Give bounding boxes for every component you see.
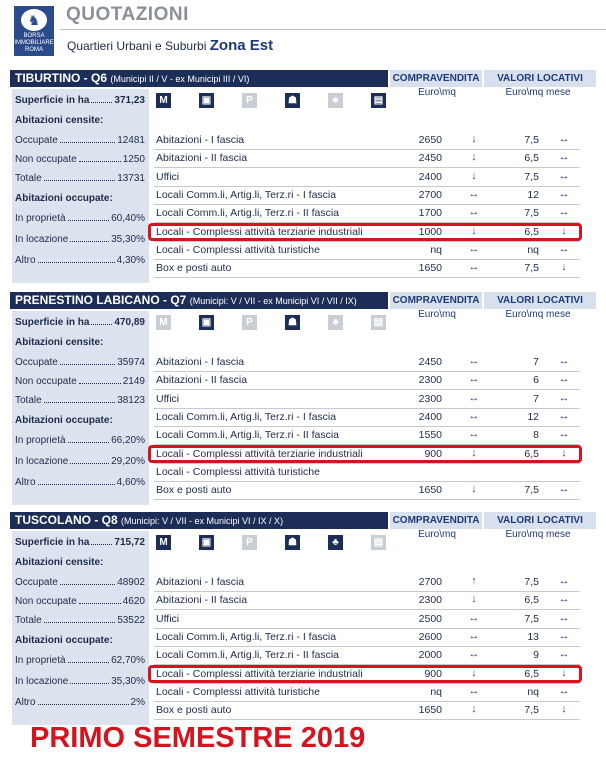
rent-column-header: VALORI LOCATIVI <box>484 512 596 529</box>
sale-trend-icon: ↑ <box>471 575 477 587</box>
sale-price: 2000 <box>418 649 442 662</box>
rent-value: 6,5 <box>524 447 539 460</box>
occupancy-stat: In proprietà 60,40% <box>15 213 145 224</box>
zone-section <box>10 70 596 285</box>
row-label: Abitazioni - I fascia <box>156 356 245 368</box>
sale-column-header: COMPRAVENDITA <box>390 292 482 309</box>
table-row <box>154 592 580 610</box>
bus-icon: ▣ <box>199 93 214 108</box>
sale-trend-icon: ↔ <box>468 206 480 219</box>
rent-value: nq <box>527 685 539 698</box>
rent-value: 7,5 <box>524 612 539 625</box>
parking-icon: P <box>242 535 257 550</box>
occupancy-heading: Abitazioni occupate: <box>15 635 113 646</box>
section-title-bar: PRENESTINO LABICANO - Q7 (Municipi: V / VII - ex Municipi VI / VII / IX) <box>10 292 388 309</box>
surface-stat: Superficie in ha 371,23 <box>15 95 145 106</box>
sale-price: 2700 <box>418 576 442 588</box>
table-row <box>154 666 580 684</box>
sale-price: 2450 <box>418 356 442 368</box>
rent-trend-icon: ↔ <box>558 391 570 404</box>
metro-icon: M <box>156 535 171 550</box>
row-label: Locali - Complessi attività turistiche <box>156 465 320 478</box>
census-stat: Occupate 35974 <box>15 357 145 368</box>
table-row <box>154 391 580 409</box>
rent-trend-icon: ↔ <box>558 206 570 219</box>
row-label: Abitazioni - II fascia <box>156 374 248 387</box>
row-label: Locali Comm.li, Artig.li, Terz.ri - II fascia <box>156 429 340 442</box>
rent-value: 7 <box>533 356 539 368</box>
page-header <box>0 0 606 66</box>
surface-stat: Superficie in ha 715,72 <box>15 537 145 548</box>
table-row <box>154 629 580 647</box>
census-stat: Non occupate 4620 <box>15 596 145 607</box>
rent-trend-icon: ↓ <box>561 261 567 274</box>
rent-value: 9 <box>533 649 539 662</box>
rent-trend-icon: ↔ <box>558 593 570 606</box>
sale-trend-icon: ↔ <box>468 373 480 386</box>
table-row <box>154 574 580 592</box>
sale-trend-icon: ↔ <box>468 409 480 422</box>
sale-price: 1650 <box>418 262 442 275</box>
census-stat: Non occupate 1250 <box>15 154 145 165</box>
sale-trend-icon: ↔ <box>468 684 480 697</box>
sale-trend-icon: ↓ <box>471 483 477 496</box>
shopping-icon: ▤ <box>371 315 386 330</box>
row-label: Locali - Complessi attività terziarie industriali <box>156 447 363 460</box>
park-icon: ♣ <box>328 93 343 108</box>
census-stat: Non occupate 2149 <box>15 376 145 387</box>
people-icon: ☗ <box>285 315 300 330</box>
row-label: Abitazioni - II fascia <box>156 594 248 607</box>
row-label: Locali Comm.li, Artig.li, Terz.ri - I fascia <box>156 630 337 643</box>
metro-icon: M <box>156 93 171 108</box>
sale-price: 1550 <box>418 429 442 442</box>
rent-trend-icon: ↔ <box>558 684 570 697</box>
rent-trend-icon: ↓ <box>561 446 567 459</box>
rent-trend-icon: ↔ <box>558 409 570 422</box>
occupancy-stat: In proprietà 62,70% <box>15 655 145 666</box>
table-row <box>154 684 580 702</box>
table-row <box>154 187 580 205</box>
sale-column-header: COMPRAVENDITA <box>390 512 482 529</box>
sale-column-header: COMPRAVENDITA <box>390 70 482 87</box>
rent-trend-icon: ↔ <box>558 648 570 661</box>
park-icon: ♣ <box>328 535 343 550</box>
rent-trend-icon: ↔ <box>558 629 570 642</box>
rent-value: 6,5 <box>524 667 539 680</box>
rent-value: 12 <box>527 188 539 201</box>
parking-icon: P <box>242 315 257 330</box>
zone-section <box>10 292 596 507</box>
row-label: Abitazioni - I fascia <box>156 576 245 588</box>
rent-value: 8 <box>533 429 539 442</box>
rent-column-header: VALORI LOCATIVI <box>484 292 596 309</box>
table-row <box>154 702 580 720</box>
sale-trend-icon: ↓ <box>471 133 477 145</box>
bus-icon: ▣ <box>199 315 214 330</box>
census-heading: Abitazioni censite: <box>15 557 104 568</box>
occupancy-stat: Altro 4,60% <box>15 477 145 488</box>
census-stat: Totale 53522 <box>15 615 145 626</box>
sale-unit: Euro\mq <box>418 529 456 540</box>
sale-unit: Euro\mq <box>418 87 456 98</box>
rent-trend-icon: ↔ <box>558 483 570 496</box>
rent-trend-icon: ↔ <box>558 611 570 624</box>
row-label: Locali - Complessi attività turistiche <box>156 243 320 256</box>
surface-stat: Superficie in ha 470,89 <box>15 317 145 328</box>
rent-unit: Euro\mq mese <box>505 529 571 540</box>
row-label: Locali - Complessi attività terziarie industriali <box>156 667 363 680</box>
row-label: Locali - Complessi attività terziarie industriali <box>156 225 363 238</box>
sale-price: 1650 <box>418 484 442 497</box>
sale-trend-icon: ↓ <box>471 593 477 606</box>
table-row <box>154 464 580 482</box>
table-row <box>154 224 580 242</box>
table-row <box>154 354 580 372</box>
table-row <box>154 647 580 665</box>
occupancy-stat: Altro 4,30% <box>15 255 145 266</box>
table-row <box>154 611 580 629</box>
sale-trend-icon: ↔ <box>468 355 480 367</box>
census-stat: Occupate 12481 <box>15 135 145 146</box>
row-label: Abitazioni - II fascia <box>156 152 248 165</box>
sale-unit: Euro\mq <box>418 309 456 320</box>
occupancy-stat: In locazione 35,30% <box>15 234 145 245</box>
sale-trend-icon: ↓ <box>471 151 477 164</box>
rent-value: 7,5 <box>524 170 539 183</box>
zone-stats-panel <box>12 89 149 283</box>
rent-value: 12 <box>527 410 539 423</box>
rent-trend-icon: ↔ <box>558 242 570 255</box>
sale-trend-icon: ↔ <box>468 629 480 642</box>
table-row <box>154 132 580 150</box>
rent-trend-icon: ↔ <box>558 133 570 145</box>
census-stat: Totale 13731 <box>15 173 145 184</box>
section-title-bar: TUSCOLANO - Q8 (Municipi: V / VII - ex Municipi VI / IX / X) <box>10 512 388 529</box>
bus-icon: ▣ <box>199 535 214 550</box>
page-subtitle: Quartieri Urbani e Suburbi Zona Est <box>67 37 274 54</box>
rent-unit: Euro\mq mese <box>505 309 571 320</box>
people-icon: ☗ <box>285 93 300 108</box>
occupancy-heading: Abitazioni occupate: <box>15 193 113 204</box>
borsa-immobiliare-logo: ♞ BORSA IMMOBILIARE ROMA <box>14 6 54 56</box>
sale-price: 1700 <box>418 207 442 220</box>
rent-trend-icon: ↔ <box>558 187 570 200</box>
row-label: Uffici <box>156 170 180 183</box>
sale-price: nq <box>430 243 442 256</box>
rent-trend-icon: ↓ <box>561 666 567 679</box>
sale-trend-icon: ↔ <box>468 187 480 200</box>
rent-value: 6,5 <box>524 152 539 165</box>
rent-trend-icon: ↔ <box>558 575 570 587</box>
rent-value: 6,5 <box>524 594 539 607</box>
people-icon: ☗ <box>285 535 300 550</box>
sale-price: 900 <box>424 667 442 680</box>
sale-price: 2450 <box>418 152 442 165</box>
table-row <box>154 427 580 445</box>
header-divider <box>60 29 606 30</box>
metro-icon: M <box>156 315 171 330</box>
sale-trend-icon: ↓ <box>471 169 477 182</box>
rent-value: nq <box>527 243 539 256</box>
rent-trend-icon: ↔ <box>558 151 570 164</box>
rent-value: 7,5 <box>524 134 539 146</box>
table-row <box>154 482 580 500</box>
sale-price: 2700 <box>418 188 442 201</box>
row-label: Locali Comm.li, Artig.li, Terz.ri - I fascia <box>156 410 337 423</box>
table-row <box>154 409 580 427</box>
rent-value: 7,5 <box>524 484 539 497</box>
census-stat: Occupate 48902 <box>15 577 145 588</box>
occupancy-stat: In proprietà 66,20% <box>15 435 145 446</box>
sale-trend-icon: ↓ <box>471 666 477 679</box>
census-stat: Totale 38123 <box>15 395 145 406</box>
sale-trend-icon: ↓ <box>471 446 477 459</box>
sale-price: 2500 <box>418 612 442 625</box>
row-label: Locali Comm.li, Artig.li, Terz.ri - II fascia <box>156 207 340 220</box>
sale-price: 2300 <box>418 374 442 387</box>
census-heading: Abitazioni censite: <box>15 115 104 126</box>
row-label: Box e posti auto <box>156 484 232 497</box>
row-label: Uffici <box>156 392 180 405</box>
table-row <box>154 260 580 278</box>
table-row <box>154 446 580 464</box>
table-row <box>154 205 580 223</box>
occupancy-heading: Abitazioni occupate: <box>15 415 113 426</box>
sale-price: 2300 <box>418 594 442 607</box>
rent-trend-icon: ↔ <box>558 169 570 182</box>
sale-trend-icon: ↔ <box>468 648 480 661</box>
sale-price: nq <box>430 685 442 698</box>
zone-stats-panel <box>12 311 149 505</box>
park-icon: ♣ <box>328 315 343 330</box>
rent-trend-icon: ↔ <box>558 373 570 386</box>
zone-section <box>10 512 596 727</box>
sale-price: 900 <box>424 447 442 460</box>
occupancy-stat: In locazione 35,30% <box>15 676 145 687</box>
page-title: QUOTAZIONI <box>66 4 189 25</box>
occupancy-stat: Altro 2% <box>15 697 145 708</box>
shopping-icon: ▤ <box>371 535 386 550</box>
rent-trend-icon: ↓ <box>561 703 567 716</box>
rent-value: 6 <box>533 374 539 387</box>
sale-trend-icon: ↔ <box>468 261 480 274</box>
rent-column-header: VALORI LOCATIVI <box>484 70 596 87</box>
table-row <box>154 242 580 260</box>
sale-trend-icon: ↔ <box>468 611 480 624</box>
rent-trend-icon: ↔ <box>558 355 570 367</box>
rent-trend-icon: ↔ <box>558 428 570 441</box>
shopping-icon: ▤ <box>371 93 386 108</box>
sale-price: 2400 <box>418 170 442 183</box>
sale-trend-icon: ↓ <box>471 703 477 716</box>
sale-price: 2600 <box>418 630 442 643</box>
rent-value: 7,5 <box>524 207 539 220</box>
row-label: Uffici <box>156 612 180 625</box>
rent-value: 6,5 <box>524 225 539 238</box>
zone-label: Zona Est <box>209 37 274 54</box>
sale-price: 2300 <box>418 392 442 405</box>
rent-unit: Euro\mq mese <box>505 87 571 98</box>
table-row <box>154 169 580 187</box>
sale-price: 2400 <box>418 410 442 423</box>
sale-trend-icon: ↓ <box>471 224 477 237</box>
parking-icon: P <box>242 93 257 108</box>
sale-price: 1000 <box>418 225 442 238</box>
row-label: Abitazioni - I fascia <box>156 134 245 146</box>
occupancy-stat: In locazione 29,20% <box>15 456 145 467</box>
row-label: Locali Comm.li, Artig.li, Terz.ri - II fascia <box>156 649 340 662</box>
sale-price: 1650 <box>418 704 442 717</box>
rent-value: 7,5 <box>524 704 539 717</box>
zone-stats-panel <box>12 531 149 725</box>
rent-value: 7 <box>533 392 539 405</box>
sale-price: 2650 <box>418 134 442 146</box>
row-label: Locali Comm.li, Artig.li, Terz.ri - I fascia <box>156 188 337 201</box>
rent-value: 13 <box>527 630 539 643</box>
row-label: Locali - Complessi attività turistiche <box>156 685 320 698</box>
section-title-bar: TIBURTINO - Q6 (Municipi II / V - ex Municipi III / VI) <box>10 70 388 87</box>
sale-trend-icon: ↔ <box>468 428 480 441</box>
row-label: Box e posti auto <box>156 262 232 275</box>
row-label: Box e posti auto <box>156 704 232 717</box>
semester-footer: PRIMO SEMESTRE 2019 <box>30 722 366 754</box>
table-row <box>154 372 580 390</box>
rent-trend-icon: ↓ <box>561 224 567 237</box>
census-heading: Abitazioni censite: <box>15 337 104 348</box>
rent-value: 7,5 <box>524 262 539 275</box>
sale-trend-icon: ↔ <box>468 242 480 255</box>
table-row <box>154 150 580 168</box>
sale-trend-icon: ↔ <box>468 391 480 404</box>
rent-value: 7,5 <box>524 576 539 588</box>
